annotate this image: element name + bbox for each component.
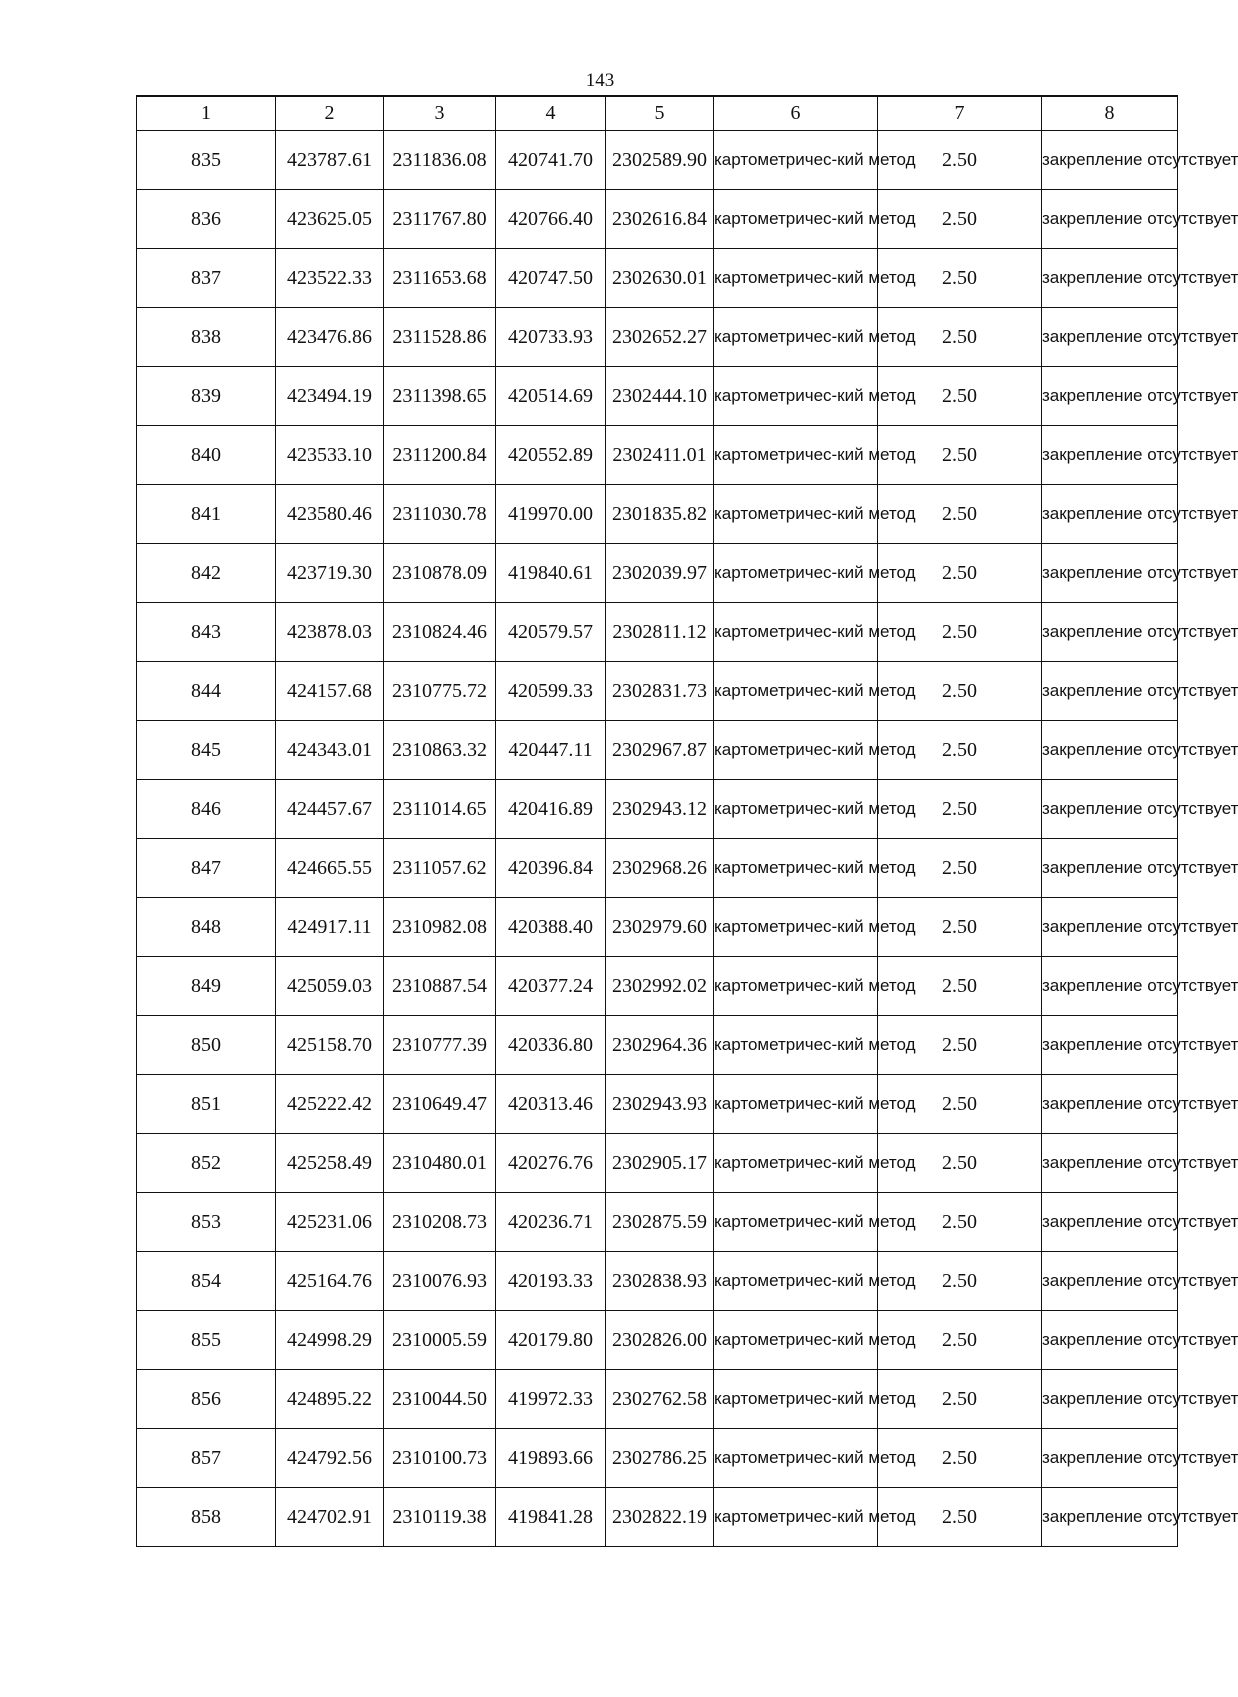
method-cell: картометричес-кий метод — [714, 1429, 878, 1488]
y-coordinate-2-cell: 2302943.93 — [606, 1075, 714, 1134]
x-coordinate-2-cell: 420599.33 — [496, 662, 606, 721]
y-coordinate-1-cell: 2310878.09 — [384, 544, 496, 603]
method-cell: картометричес-кий метод — [714, 721, 878, 780]
y-coordinate-1-cell: 2311528.86 — [384, 308, 496, 367]
y-coordinate-1-cell: 2310119.38 — [384, 1488, 496, 1547]
table-row — [137, 957, 1178, 1016]
x-coordinate-2-cell: 420747.50 — [496, 249, 606, 308]
y-coordinate-1-cell: 2310887.54 — [384, 957, 496, 1016]
table-row — [137, 1075, 1178, 1134]
column-header-5: 5 — [606, 96, 714, 131]
x-coordinate-1-cell: 423580.46 — [276, 485, 384, 544]
page-number: 143 — [585, 70, 615, 91]
x-coordinate-1-cell: 424792.56 — [276, 1429, 384, 1488]
x-coordinate-1-cell: 425059.03 — [276, 957, 384, 1016]
x-coordinate-1-cell: 423522.33 — [276, 249, 384, 308]
fixation-cell: закрепление отсутствует — [1042, 1134, 1178, 1193]
accuracy-cell: 2.50 — [878, 249, 1042, 308]
table-row — [137, 1252, 1178, 1311]
method-cell: картометричес-кий метод — [714, 603, 878, 662]
point-number-cell: 837 — [137, 249, 276, 308]
accuracy-cell: 2.50 — [878, 898, 1042, 957]
y-coordinate-1-cell: 2310480.01 — [384, 1134, 496, 1193]
accuracy-cell: 2.50 — [878, 662, 1042, 721]
fixation-cell: закрепление отсутствует — [1042, 190, 1178, 249]
x-coordinate-2-cell: 420447.11 — [496, 721, 606, 780]
column-header-8: 8 — [1042, 96, 1178, 131]
point-number-cell: 845 — [137, 721, 276, 780]
fixation-cell: закрепление отсутствует — [1042, 1429, 1178, 1488]
point-number-cell: 843 — [137, 603, 276, 662]
point-number-cell: 858 — [137, 1488, 276, 1547]
accuracy-cell: 2.50 — [878, 1134, 1042, 1193]
table-row — [137, 131, 1178, 190]
accuracy-cell: 2.50 — [878, 957, 1042, 1016]
accuracy-cell: 2.50 — [878, 131, 1042, 190]
x-coordinate-2-cell: 420741.70 — [496, 131, 606, 190]
method-cell: картометричес-кий метод — [714, 485, 878, 544]
y-coordinate-1-cell: 2311836.08 — [384, 131, 496, 190]
point-number-cell: 836 — [137, 190, 276, 249]
point-number-cell: 838 — [137, 308, 276, 367]
y-coordinate-2-cell: 2302964.36 — [606, 1016, 714, 1075]
method-cell: картометричес-кий метод — [714, 190, 878, 249]
fixation-cell: закрепление отсутствует — [1042, 544, 1178, 603]
table-row — [137, 1488, 1178, 1547]
x-coordinate-2-cell: 420336.80 — [496, 1016, 606, 1075]
y-coordinate-1-cell: 2310863.32 — [384, 721, 496, 780]
method-cell: картометричес-кий метод — [714, 839, 878, 898]
y-coordinate-2-cell: 2302979.60 — [606, 898, 714, 957]
y-coordinate-1-cell: 2310775.72 — [384, 662, 496, 721]
table-row — [137, 544, 1178, 603]
table-row — [137, 898, 1178, 957]
point-number-cell: 853 — [137, 1193, 276, 1252]
table-row — [137, 1016, 1178, 1075]
point-number-cell: 842 — [137, 544, 276, 603]
method-cell: картометричес-кий метод — [714, 957, 878, 1016]
method-cell: картометричес-кий метод — [714, 1252, 878, 1311]
y-coordinate-1-cell: 2310649.47 — [384, 1075, 496, 1134]
table-row — [137, 780, 1178, 839]
method-cell: картометричес-кий метод — [714, 662, 878, 721]
table-row — [137, 485, 1178, 544]
y-coordinate-1-cell: 2310100.73 — [384, 1429, 496, 1488]
fixation-cell: закрепление отсутствует — [1042, 662, 1178, 721]
x-coordinate-1-cell: 423787.61 — [276, 131, 384, 190]
x-coordinate-2-cell: 419972.33 — [496, 1370, 606, 1429]
y-coordinate-2-cell: 2302039.97 — [606, 544, 714, 603]
accuracy-cell: 2.50 — [878, 1016, 1042, 1075]
x-coordinate-1-cell: 425222.42 — [276, 1075, 384, 1134]
point-number-cell: 855 — [137, 1311, 276, 1370]
coordinates-table — [136, 95, 1238, 1547]
accuracy-cell: 2.50 — [878, 485, 1042, 544]
y-coordinate-2-cell: 2302968.26 — [606, 839, 714, 898]
y-coordinate-1-cell: 2311767.80 — [384, 190, 496, 249]
fixation-cell: закрепление отсутствует — [1042, 603, 1178, 662]
fixation-cell: закрепление отсутствует — [1042, 898, 1178, 957]
y-coordinate-2-cell: 2302411.01 — [606, 426, 714, 485]
x-coordinate-1-cell: 425258.49 — [276, 1134, 384, 1193]
fixation-cell: закрепление отсутствует — [1042, 839, 1178, 898]
point-number-cell: 856 — [137, 1370, 276, 1429]
y-coordinate-2-cell: 2302589.90 — [606, 131, 714, 190]
accuracy-cell: 2.50 — [878, 839, 1042, 898]
table-row — [137, 1311, 1178, 1370]
point-number-cell: 851 — [137, 1075, 276, 1134]
y-coordinate-2-cell: 2302875.59 — [606, 1193, 714, 1252]
point-number-cell: 849 — [137, 957, 276, 1016]
method-cell: картометричес-кий метод — [714, 249, 878, 308]
point-number-cell: 839 — [137, 367, 276, 426]
accuracy-cell: 2.50 — [878, 603, 1042, 662]
y-coordinate-2-cell: 2302762.58 — [606, 1370, 714, 1429]
accuracy-cell: 2.50 — [878, 308, 1042, 367]
x-coordinate-1-cell: 425164.76 — [276, 1252, 384, 1311]
accuracy-cell: 2.50 — [878, 1193, 1042, 1252]
x-coordinate-1-cell: 424917.11 — [276, 898, 384, 957]
fixation-cell: закрепление отсутствует — [1042, 1311, 1178, 1370]
table-row — [137, 603, 1178, 662]
method-cell: картометричес-кий метод — [714, 308, 878, 367]
accuracy-cell: 2.50 — [878, 1075, 1042, 1134]
table-row — [137, 190, 1178, 249]
method-cell: картометричес-кий метод — [714, 1075, 878, 1134]
fixation-cell: закрепление отсутствует — [1042, 1370, 1178, 1429]
x-coordinate-1-cell: 423878.03 — [276, 603, 384, 662]
column-header-4: 4 — [496, 96, 606, 131]
table-body — [137, 131, 1238, 1547]
header-row — [137, 96, 1178, 131]
column-header-2: 2 — [276, 96, 384, 131]
x-coordinate-2-cell: 420396.84 — [496, 839, 606, 898]
table-row — [137, 1134, 1178, 1193]
fixation-cell: закрепление отсутствует — [1042, 131, 1178, 190]
table-row — [137, 1370, 1178, 1429]
y-coordinate-2-cell: 2302630.01 — [606, 249, 714, 308]
fixation-cell: закрепление отсутствует — [1042, 249, 1178, 308]
x-coordinate-2-cell: 420236.71 — [496, 1193, 606, 1252]
table-row — [137, 367, 1178, 426]
fixation-cell: закрепление отсутствует — [1042, 721, 1178, 780]
accuracy-cell: 2.50 — [878, 1488, 1042, 1547]
y-coordinate-1-cell: 2311014.65 — [384, 780, 496, 839]
y-coordinate-2-cell: 2302652.27 — [606, 308, 714, 367]
y-coordinate-2-cell: 2302967.87 — [606, 721, 714, 780]
x-coordinate-1-cell: 423476.86 — [276, 308, 384, 367]
accuracy-cell: 2.50 — [878, 1311, 1042, 1370]
y-coordinate-2-cell: 2302831.73 — [606, 662, 714, 721]
accuracy-cell: 2.50 — [878, 1429, 1042, 1488]
column-header-7: 7 — [878, 96, 1042, 131]
fixation-cell: закрепление отсутствует — [1042, 485, 1178, 544]
accuracy-cell: 2.50 — [878, 426, 1042, 485]
fixation-cell: закрепление отсутствует — [1042, 308, 1178, 367]
fixation-cell: закрепление отсутствует — [1042, 957, 1178, 1016]
fixation-cell: закрепление отсутствует — [1042, 1075, 1178, 1134]
method-cell: картометричес-кий метод — [714, 1016, 878, 1075]
accuracy-cell: 2.50 — [878, 544, 1042, 603]
x-coordinate-1-cell: 424157.68 — [276, 662, 384, 721]
x-coordinate-2-cell: 420179.80 — [496, 1311, 606, 1370]
table-row — [137, 308, 1178, 367]
fixation-cell: закрепление отсутствует — [1042, 426, 1178, 485]
point-number-cell: 846 — [137, 780, 276, 839]
table-row — [137, 1193, 1178, 1252]
fixation-cell: закрепление отсутствует — [1042, 1193, 1178, 1252]
point-number-cell: 850 — [137, 1016, 276, 1075]
point-number-cell: 840 — [137, 426, 276, 485]
accuracy-cell: 2.50 — [878, 721, 1042, 780]
y-coordinate-1-cell: 2311653.68 — [384, 249, 496, 308]
table-row — [137, 249, 1178, 308]
x-coordinate-2-cell: 419841.28 — [496, 1488, 606, 1547]
point-number-cell: 847 — [137, 839, 276, 898]
method-cell: картометричес-кий метод — [714, 1488, 878, 1547]
x-coordinate-2-cell: 420276.76 — [496, 1134, 606, 1193]
y-coordinate-1-cell: 2311057.62 — [384, 839, 496, 898]
table-row — [137, 426, 1178, 485]
fixation-cell: закрепление отсутствует — [1042, 780, 1178, 839]
y-coordinate-2-cell: 2302826.00 — [606, 1311, 714, 1370]
x-coordinate-2-cell: 420416.89 — [496, 780, 606, 839]
point-number-cell: 854 — [137, 1252, 276, 1311]
column-header-3: 3 — [384, 96, 496, 131]
method-cell: картометричес-кий метод — [714, 780, 878, 839]
point-number-cell: 857 — [137, 1429, 276, 1488]
point-number-cell: 841 — [137, 485, 276, 544]
x-coordinate-1-cell: 423625.05 — [276, 190, 384, 249]
fixation-cell: закрепление отсутствует — [1042, 367, 1178, 426]
x-coordinate-1-cell: 424343.01 — [276, 721, 384, 780]
x-coordinate-2-cell: 420388.40 — [496, 898, 606, 957]
y-coordinate-1-cell: 2310076.93 — [384, 1252, 496, 1311]
y-coordinate-2-cell: 2302822.19 — [606, 1488, 714, 1547]
y-coordinate-2-cell: 2302838.93 — [606, 1252, 714, 1311]
column-header-6: 6 — [714, 96, 878, 131]
table-row — [137, 1429, 1178, 1488]
x-coordinate-2-cell: 420766.40 — [496, 190, 606, 249]
column-header-1: 1 — [137, 96, 276, 131]
x-coordinate-2-cell: 420733.93 — [496, 308, 606, 367]
point-number-cell: 852 — [137, 1134, 276, 1193]
method-cell: картометричес-кий метод — [714, 367, 878, 426]
method-cell: картометричес-кий метод — [714, 544, 878, 603]
table-row — [137, 662, 1178, 721]
x-coordinate-2-cell: 420377.24 — [496, 957, 606, 1016]
y-coordinate-1-cell: 2310982.08 — [384, 898, 496, 957]
accuracy-cell: 2.50 — [878, 1252, 1042, 1311]
y-coordinate-2-cell: 2302905.17 — [606, 1134, 714, 1193]
x-coordinate-1-cell: 425158.70 — [276, 1016, 384, 1075]
point-number-cell: 844 — [137, 662, 276, 721]
x-coordinate-1-cell: 424665.55 — [276, 839, 384, 898]
y-coordinate-1-cell: 2310824.46 — [384, 603, 496, 662]
x-coordinate-1-cell: 424457.67 — [276, 780, 384, 839]
x-coordinate-1-cell: 424998.29 — [276, 1311, 384, 1370]
x-coordinate-1-cell: 425231.06 — [276, 1193, 384, 1252]
y-coordinate-1-cell: 2311398.65 — [384, 367, 496, 426]
y-coordinate-1-cell: 2310777.39 — [384, 1016, 496, 1075]
accuracy-cell: 2.50 — [878, 367, 1042, 426]
y-coordinate-2-cell: 2302943.12 — [606, 780, 714, 839]
y-coordinate-2-cell: 2302992.02 — [606, 957, 714, 1016]
fixation-cell: закрепление отсутствует — [1042, 1488, 1178, 1547]
x-coordinate-1-cell: 424895.22 — [276, 1370, 384, 1429]
y-coordinate-2-cell: 2302616.84 — [606, 190, 714, 249]
accuracy-cell: 2.50 — [878, 780, 1042, 839]
y-coordinate-1-cell: 2311030.78 — [384, 485, 496, 544]
fixation-cell: закрепление отсутствует — [1042, 1252, 1178, 1311]
method-cell: картометричес-кий метод — [714, 131, 878, 190]
point-number-cell: 848 — [137, 898, 276, 957]
x-coordinate-1-cell: 423533.10 — [276, 426, 384, 485]
point-number-cell: 835 — [137, 131, 276, 190]
method-cell: картометричес-кий метод — [714, 898, 878, 957]
y-coordinate-1-cell: 2310005.59 — [384, 1311, 496, 1370]
x-coordinate-1-cell: 424702.91 — [276, 1488, 384, 1547]
accuracy-cell: 2.50 — [878, 190, 1042, 249]
x-coordinate-2-cell: 420313.46 — [496, 1075, 606, 1134]
fixation-cell: закрепление отсутствует — [1042, 1016, 1178, 1075]
x-coordinate-2-cell: 419893.66 — [496, 1429, 606, 1488]
method-cell: картометричес-кий метод — [714, 1370, 878, 1429]
x-coordinate-2-cell: 419840.61 — [496, 544, 606, 603]
method-cell: картометричес-кий метод — [714, 1311, 878, 1370]
y-coordinate-2-cell: 2302811.12 — [606, 603, 714, 662]
table-row — [137, 721, 1178, 780]
y-coordinate-1-cell: 2311200.84 — [384, 426, 496, 485]
method-cell: картометричес-кий метод — [714, 426, 878, 485]
x-coordinate-2-cell: 420552.89 — [496, 426, 606, 485]
y-coordinate-2-cell: 2301835.82 — [606, 485, 714, 544]
x-coordinate-2-cell: 420514.69 — [496, 367, 606, 426]
x-coordinate-1-cell: 423494.19 — [276, 367, 384, 426]
x-coordinate-1-cell: 423719.30 — [276, 544, 384, 603]
x-coordinate-2-cell: 420193.33 — [496, 1252, 606, 1311]
method-cell: картометричес-кий метод — [714, 1193, 878, 1252]
x-coordinate-2-cell: 419970.00 — [496, 485, 606, 544]
y-coordinate-1-cell: 2310044.50 — [384, 1370, 496, 1429]
y-coordinate-2-cell: 2302444.10 — [606, 367, 714, 426]
accuracy-cell: 2.50 — [878, 1370, 1042, 1429]
y-coordinate-2-cell: 2302786.25 — [606, 1429, 714, 1488]
method-cell: картометричес-кий метод — [714, 1134, 878, 1193]
table-row — [137, 839, 1178, 898]
x-coordinate-2-cell: 420579.57 — [496, 603, 606, 662]
y-coordinate-1-cell: 2310208.73 — [384, 1193, 496, 1252]
